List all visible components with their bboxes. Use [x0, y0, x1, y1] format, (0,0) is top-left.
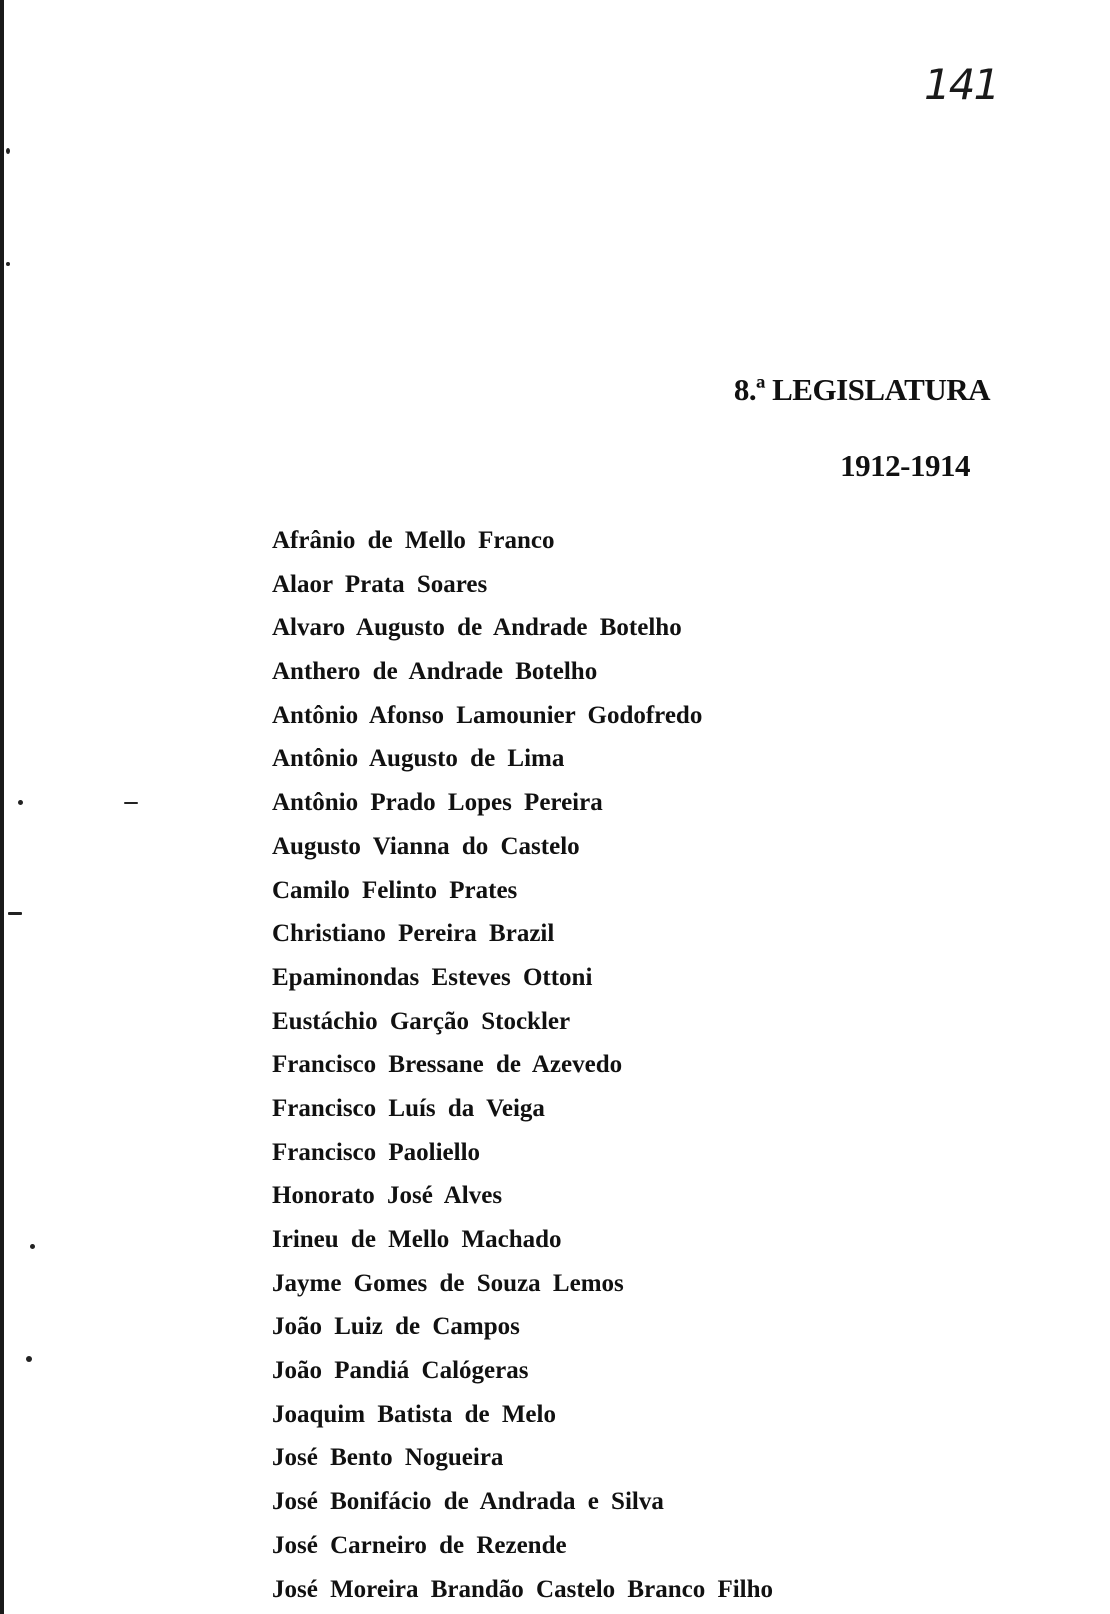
scan-left-edge	[0, 0, 4, 1614]
member-name: Afrânio de Mello Franco	[272, 527, 555, 554]
scan-speck	[30, 1244, 35, 1249]
member-name: Camilo Felinto Prates	[272, 876, 518, 904]
page-number: 141	[924, 60, 999, 109]
member-name: Christiano Pereira Brazil	[272, 920, 555, 948]
member-name: José Carneiro de Rezende	[272, 1531, 567, 1559]
scan-speck	[26, 1356, 32, 1362]
member-name: Alaor Prata Soares	[272, 570, 488, 598]
member-name: José Bento Nogueira	[272, 1444, 504, 1472]
member-name: João Luiz de Campos	[272, 1313, 520, 1341]
member-name: Irineu de Mello Machado	[272, 1226, 562, 1253]
member-name: Alvaro Augusto de Andrade Botelho	[272, 614, 682, 642]
scan-speck	[6, 262, 10, 266]
member-name: José Bonifácio de Andrada e Silva	[272, 1488, 664, 1516]
legislature-heading: 8.ª LEGISLATURA	[733, 372, 990, 407]
member-name: João Pandiá Calógeras	[272, 1357, 529, 1385]
member-name: José Moreira Brandão Castelo Branco Filho	[272, 1575, 774, 1603]
member-name: Augusto Vianna do Castelo	[272, 832, 580, 860]
legislature-years: 1912-1914	[840, 448, 970, 483]
member-name: Eustáchio Garção Stockler	[272, 1007, 571, 1035]
member-name: Honorato José Alves	[272, 1182, 503, 1210]
member-name: Antônio Prado Lopes Pereira	[272, 789, 603, 817]
member-name: Francisco Paoliello	[272, 1138, 481, 1166]
member-name: Francisco Luís da Veiga	[272, 1094, 545, 1122]
scan-speck	[6, 148, 10, 154]
member-name: Antônio Augusto de Lima	[272, 745, 565, 773]
scan-speck	[124, 802, 138, 804]
member-name: Anthero de Andrade Botelho	[272, 658, 598, 686]
member-name: Epaminondas Esteves Ottoni	[272, 963, 593, 991]
member-name: Francisco Bressane de Azevedo	[272, 1051, 623, 1079]
member-name: Antônio Afonso Lamounier Godofredo	[272, 701, 703, 729]
member-name: Joaquim Batista de Melo	[272, 1400, 556, 1428]
scan-speck	[8, 912, 22, 915]
members-list	[272, 519, 773, 1611]
member-name: Jayme Gomes de Souza Lemos	[272, 1269, 624, 1297]
scan-speck	[18, 800, 23, 805]
